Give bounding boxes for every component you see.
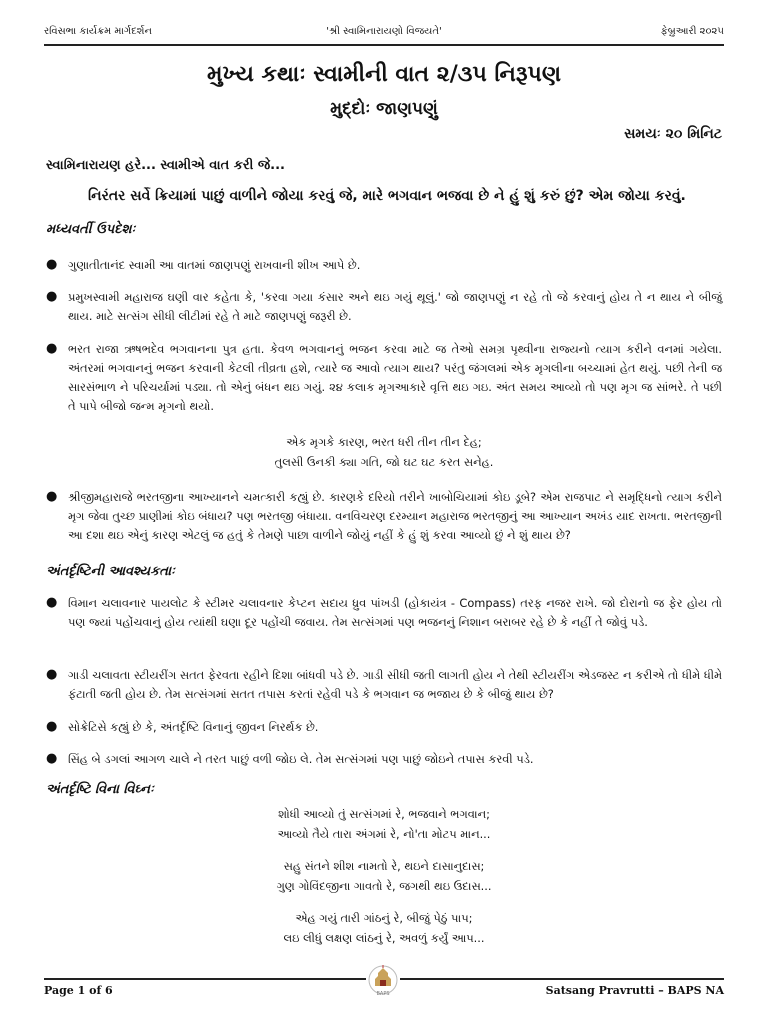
bullet-text: સોક્રેટિસે કહ્યું છે કે, અંતર્દૃષ્ટિ વિનાનું જીવન નિરર્થક છે.: [68, 720, 319, 734]
bullet-icon: ●: [46, 751, 58, 766]
verse-block-3: [44, 856, 724, 896]
bullet-icon: ●: [46, 289, 58, 304]
bullet-icon: ●: [46, 257, 58, 272]
list-item: [46, 750, 722, 769]
bullet-icon: ●: [46, 719, 58, 734]
page-title: મુખ્ય કથાઃ સ્વામીની વાત ૨/૩૫ નિરૂપણ: [206, 62, 562, 87]
verse-line: એક મૃગકે કારણ, ભરત ધરી તીન તીન દેહ;: [286, 435, 482, 449]
temple-logo-icon: [366, 964, 400, 998]
footer-org: Satsang Pravrutti – BAPS NA: [545, 984, 724, 997]
verse-block-1: [44, 432, 724, 472]
bullet-text: પ્રમુખસ્વામી મહારાજ ઘણી વાર કહેતા કે, 'કરવા ગયા કંસાર અને થઇ ગયું થૂલું.' જો જાણપણું ન રહે તો જે કરવાનું હોય તે ન થાય ને બીજું થાય. માટે સત્સંગ સીધી લીટીમાં રહે તે માટે જાણપણું જરૂરી છે.: [68, 290, 722, 323]
verse-line: આવ્યો તૈયે તારા અંગમાં રે, નો'તા મોટપ માન...: [277, 827, 491, 841]
verse-block-4: [44, 908, 724, 948]
verse-line: સહુ સંતને શીશ નામતો રે, થઇને દાસાનુદાસ;: [283, 859, 485, 873]
header-date: ફેબ્રુઆરી ૨૦૨૫: [660, 26, 724, 37]
list-item: [46, 718, 722, 737]
list-item: [46, 666, 722, 704]
verse-line: તુલસી ઉનકી ક્યા ગતિ, જો ઘટ ઘટ કરત સનેહ.: [274, 455, 494, 469]
bullet-text: વિમાન ચલાવનાર પાયલોટ કે સ્ટીમર ચલાવનાર કેપ્ટન સદાય ધ્રુવ પાંખડી (હોકાયંત્ર - Compass) તરફ નજર રાખે. જો દોરાનો જ ફેર હોય તો પણ જ્યાં પહોંચવાનું હોય ત્યાંથી ઘણા દૂર પહોંચી જવાય. તેમ સત્સંગમાં પણ ભજનનું નિશાન બરાબર રહે છે કે નહીં તે જોવું પડે.: [68, 596, 722, 629]
list-item: [46, 488, 722, 545]
verse-line: એહ ગયું તારી ગાંઠનું રે, બીજું પેઠું પાપ;: [295, 911, 473, 925]
page-header: [44, 22, 724, 46]
section-heading-need: અંતર્દૃષ્ટિની આવશ્યકતાઃ: [46, 564, 175, 579]
list-item: [46, 594, 722, 632]
logo-caption: BAPS: [376, 991, 390, 997]
baps-logo: [366, 964, 400, 998]
bullet-text: ગુણાતીતાનંદ સ્વામી આ વાતમાં જાણપણું રાખવાની શીખ આપે છે.: [68, 258, 361, 272]
page-subtitle: મુદ્દોઃ જાણપણું: [330, 99, 438, 119]
verse-line: ગુણ ગોવિંદજીના ગાવતો રે, જગથી થઇ ઉદાસ...: [276, 879, 492, 893]
page-number: Page 1 of 6: [44, 984, 113, 997]
verse-block-2: [44, 804, 724, 844]
section-heading-central: મધ્યવર્તી ઉપદેશઃ: [46, 222, 136, 237]
list-item: [46, 340, 722, 416]
list-item: [46, 256, 722, 275]
bullet-icon: ●: [46, 341, 58, 356]
bullet-text: સિંહ બે ડગલાં આગળ ચાલે ને તરત પાછું વળી જોઇ લે. તેમ સત્સંગમાં પણ પાછું જોઇને તપાસ કરવી પડે.: [68, 752, 534, 766]
bullet-icon: ●: [46, 667, 58, 682]
intro-line: સ્વામિનારાયણ હરે... સ્વામીએ વાત કરી જે...: [46, 158, 285, 173]
bullet-text: ભરત રાજા ઋષભદેવ ભગવાનના પુત્ર હતા. કેવળ ભગવાનનું ભજન કરવા માટે જ તેઓ સમગ્ર પૃથ્વીના રાજ્યનો ત્યાગ કરીને વનમાં ગયેલા. અંતરમાં ભગવાનનું ભજન કરવાની કેટલી તીવ્રતા હશે, ત્યારે જ આવો ત્યાગ થાય? પરંતુ જંગલમાં એક મૃગલીના બચ્ચામાં હેત થયું. પછી તેની જ સારસંભાળ ને પરિચર્યામાં પડ્યા. તો એનું બંધન થઇ ગયું. ૨૪ કલાક મૃગઆકારે વૃત્તિ થઇ ગઇ. અંત સમય આવ્યો તો પણ મૃગ જ સાંભરે. તે પછી તે પાપે બીજો જન્મ મૃગનો થયો.: [68, 342, 722, 413]
bullet-icon: ●: [46, 595, 58, 610]
verse-line: લઇ લીધું લક્ષણ લાંઠનું રે, અવળું કર્યું આપ...: [283, 931, 485, 945]
verse-line: શોધી આવ્યો તું સત્સંગમાં રે, ભજવાને ભગવાન;: [278, 807, 490, 821]
header-center-text: 'શ્રી સ્વામિનારાયણો વિજયતે': [326, 26, 442, 37]
main-quote: નિરંતર સર્વે ક્રિયામાં પાછું વાળીને જોયા કરવું જે, મારે ભગવાન ભજવા છે ને હું શું કરું છું? એમ જોયા કરવું.: [88, 188, 686, 204]
list-item: [46, 288, 722, 326]
bullet-icon: ●: [46, 489, 58, 504]
section-heading-obstacle: અંતર્દૃષ્ટિ વિના વિઘ્નઃ: [46, 782, 154, 797]
header-left-text: રવિસભા કાર્યક્રમ માર્ગદર્શન: [44, 26, 152, 37]
bullet-text: શ્રીજીમહારાજે ભરતજીના આખ્યાનને ચમત્કારી કહ્યું છે. કારણકે દરિયો તરીને ખાબોચિયામાં કોઇ ડૂબે? એમ રાજપાટ ને સમૃદ્ધિનો ત્યાગ કરીને મૃગ જેવા તુચ્છ પ્રાણીમાં કોઇ બંધાય? પણ ભરતજી બંધાયા. વનવિચરણ દરમ્યાન મહારાજ ભરતજીનું આ આખ્યાન અખંડ યાદ રાખતા. ભરતજીની આ દશા થઇ એનું કારણ એટલું જ હતું કે તેમણે પાછા વાળીને જોયું નહીં કે હું શું કરવા આવ્યો છું ને શું થાય છે?: [68, 490, 722, 542]
bullet-text: ગાડી ચલાવતા સ્ટીયરીંગ સતત ફેરવતા રહીને દિશા બાંધવી પડે છે. ગાડી સીધી જતી લાગતી હોય ને તેથી સ્ટીયરીંગ એડજસ્ટ ન કરીએ તો ધીમે ધીમે ફંટાતી જતી હોય છે. તેમ સત્સંગમાં સતત તપાસ કરતાં રહેવી પડે કે ભગવાન જ ભજાય છે કે બીજું થાય છે?: [68, 668, 722, 701]
duration-label: સમયઃ ૨૦ મિનિટ: [624, 126, 722, 142]
